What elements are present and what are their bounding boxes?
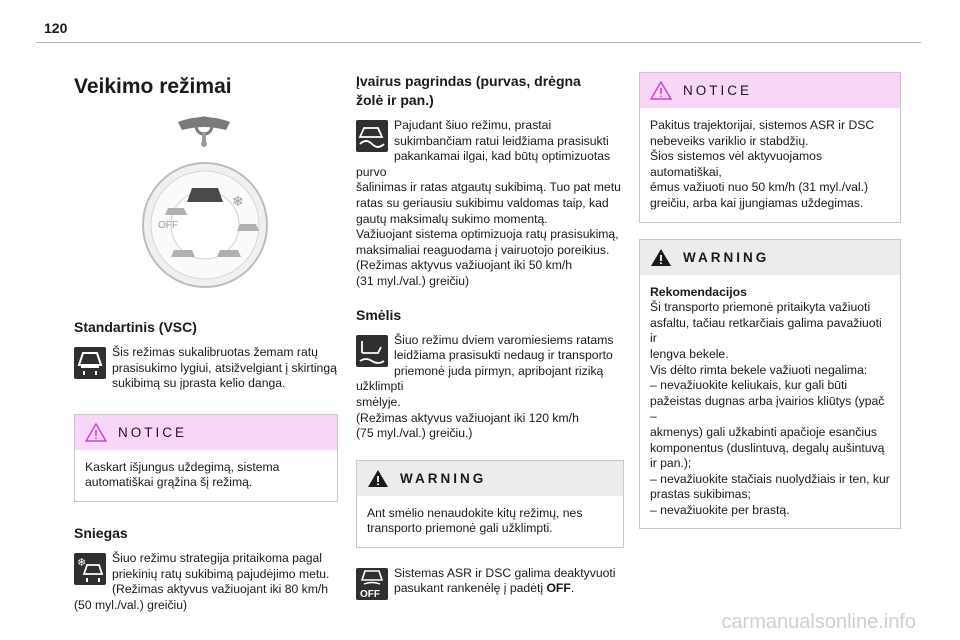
warning-label: WARNING [683,249,770,265]
warning-label: WARNING [400,470,487,486]
standard-mode-icon [74,347,106,379]
snow-paragraph: ❄ Šiuo režimu strategija pritaikoma pagal priekinių ratų sukibimą pajudėjimo metu. (Režimas aktyvus važiuojant iki 80 km/h (50 myl./val.) greičiu) [74,550,330,612]
warning-text: Ant smėlio nenaudokite kitų režimų, nes transporto priemonė gali užklimpti. [367,505,583,536]
snow-mode-icon [74,553,106,585]
notice-label: NOTICE [118,424,188,440]
notice-text: Pakitus trajektorijai, sistemos ASR ir DSC nebeveiks variklio ir stabdžių. Šios sistemos vėl aktyvuojamos automatiškai, émus važiuoti nuo 50 km/h (31 myl./val.) greičiu, arba kai įjungiamas uždegimas. [650,118,875,210]
off-mode-icon: OFF [356,568,388,600]
mud-mode-icon [356,120,388,152]
header-rule [36,42,921,43]
selector-knob-icon [140,160,270,290]
warning-box-1 [356,460,624,548]
warning-body [640,275,900,529]
column-1 [74,72,338,613]
notice-box-2 [639,72,901,223]
column-3 [639,72,901,529]
notice-box-1 [74,414,338,502]
heading-standard: Standartinis (VSC) [74,319,197,335]
heading-sand: Smėlis [356,306,402,323]
notice-label: NOTICE [683,83,753,98]
warning-triangle-icon [85,423,107,442]
sand-mode-icon [356,335,388,367]
section-title: Veikimo režimai [74,75,232,98]
steering-wheel-icon [174,110,234,150]
notice-header [640,73,900,108]
warning-text: Ši transporto priemonė pritaikyta važiuoti asfaltu, tačiau retkarčiais galima pavažiuoti ir lengva bekele. Vis dėlto rimta bekele važiuoti negalima: – nevažiuokite keliukais, kur gali būti pažeistas dugnas arba įvairios kliūtys (ypač – akmenys) gali užkabinti apačioje esančius komponentus (duslintuvą, degalų aušintuvą ir pan.); – nevažiuokite stačiais nuolydžiais ir ten, kur prastas sukibimas; – nevažiuokite per brastą. [650,300,890,517]
column-2 [356,72,624,600]
heading-mud: Įvairus pagrindas (purvas, drėgna žolė ir pan.) [356,73,581,108]
notice-header [75,415,337,450]
warning-title: Rekomendacijos [650,284,747,299]
footer-watermark: carmanualsonline.info [721,611,916,633]
page-number: 120 [44,20,68,36]
svg-text:OFF: OFF [158,220,178,231]
mode-knob-illustration [74,110,338,300]
warning-header [640,240,900,275]
notice-text: Kaskart išjungus uždegimą, sistema automatiškai grąžina šį režimą. [85,459,280,490]
mud-paragraph: Pajudant šiuo režimu, prastai sukimbančiam ratui leidžiama prasisukti pakankamai ilgai, kad būtų optimizuotas purvo šalinimas ir ratas atgautų sukibimą. Tuo pat metu ratas su geriausiu sukibimu valdomas taip, kad gautų maksimalų sukimo momentą. Važiuojant sistema optimizuoja ratų prasisukimą, maksimaliai reaguodama į vairuotojo poreikius. (Režimas aktyvus važiuojant iki 50 km/h (31 myl./val.) greičiu) [356,118,621,288]
off-paragraph: OFF Sistemas ASR ir DSC galima deaktyvuoti pasukant rankenėlę į padėtį OFF. [356,566,624,600]
warning-triangle-icon [367,469,389,488]
warning-box-2 [639,239,901,530]
standard-paragraph: Šis režimas sukalibruotas žemam ratų prasisukimo lygiui, atsižvelgiant į skirtingą sukibimą su įprasta kelio danga. [74,345,338,392]
svg-text:❄: ❄ [232,194,244,210]
svg-text:❄: ❄ [77,555,87,569]
warning-header [357,461,623,496]
sand-paragraph: Šiuo režimu dviem varomiesiems ratams leidžiama prasisukti nedaug ir transporto priemonė juda pirmyn, apribojant riziką užklimpti smėlyje. (Režimas aktyvus važiuojant iki 120 km/h (75 myl./val.) greičiu.) [356,332,614,441]
heading-snow: Sniegas [74,524,128,541]
warning-triangle-icon [650,248,672,267]
warning-triangle-icon [650,81,672,100]
